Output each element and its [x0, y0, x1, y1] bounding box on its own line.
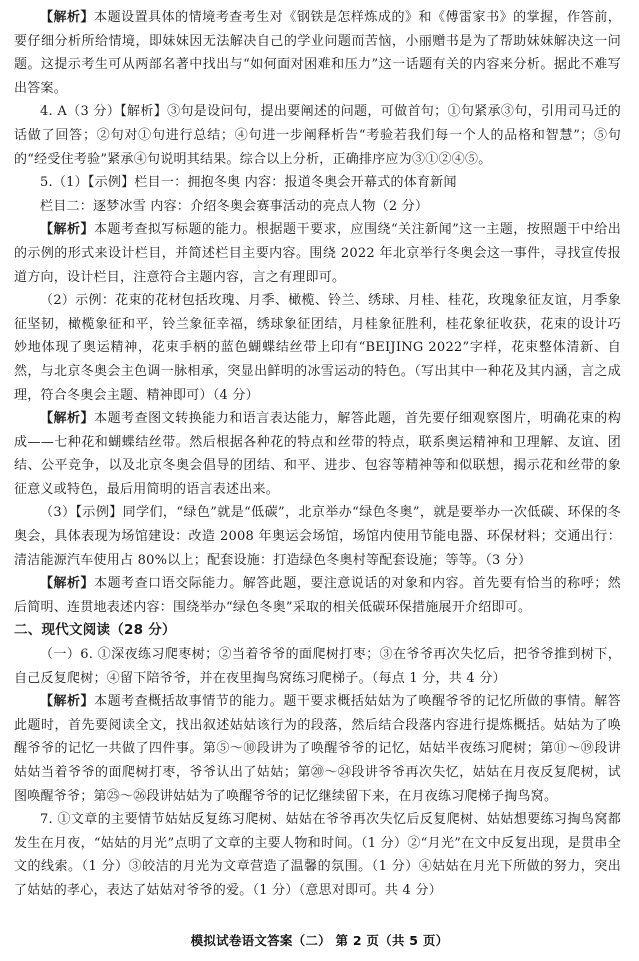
paragraph-q5-1-column2: [14, 195, 621, 219]
analysis-label: 【解析】: [40, 10, 95, 25]
paragraph-q5-3: [14, 501, 621, 572]
paragraph-analysis-3: [14, 6, 621, 100]
paragraph-text: （一）6. ①深夜练习爬枣树；②当着爷爷的面爬树打枣；③在爷爷再次失忆后，把爷爷推到树下，自己反复爬树；④留下陪爷爷，并在夜里掏鸟窝练习爬梯子。（每点 1 分，共 4 分）: [14, 647, 621, 686]
paragraph-text: （2）示例：花束的花材包括玫瑰、月季、橄榄、铃兰、绣球、月桂、桂花，玫瑰象征友谊，月季象征坚韧，橄榄象征和平，铃兰象征幸福，绣球象征团结，月桂象征胜利，桂花象征收获，花束的设计巧妙地体现了奥运精神，花束手柄的蓝色蝴蝶结丝带上印有“BEIJING 2022”字样，花束整体清新、自然，与北京冬奥会主色调一脉相承，突显出鲜明的冰雪运动的特色。（写出其中一种花及其内涵，言之成理，符合冬奥会主题、精神即可）（4 分）: [14, 293, 621, 403]
paragraph-q5-2: [14, 289, 621, 407]
paragraph-text: 本题设置具体的情境考查考生对《钢铁是怎样炼成的》和《傅雷家书》的掌握，作答前，要仔细分析所给情境，即妹妹因无法解决自己的学业问题而苦恼，小丽赠书是为了帮助妹妹解决这一问题。这提示考生可从两部名著中找出与“如何面对困难和压力”这一话题有关的内容来分析。据此不难写出答案。: [14, 10, 621, 96]
analysis-label: 【解析】: [40, 222, 94, 238]
paragraph-text: 本题考查口语交际能力。解答此题，要注意说话的对象和内容。首先要有恰当的称呼；然后简明、连贯地表述内容：围绕举办“绿色冬奥”采取的相关低碳环保措施展开介绍即可。: [14, 576, 621, 615]
paragraph-analysis-5-1: [14, 218, 621, 289]
paragraph-text: 本题考查拟写标题的能力。根据题干要求，应围绕“关注新闻”这一主题，按照题干中给出的示例的形式来设计栏目，并简述栏目主要内容。围绕 2022 年北京举行冬奥会这一事件，寻找宣传报道方向，设计栏目，注意符合主题内容，言之有理即可。: [14, 222, 621, 285]
paragraph-text: 4. A（3 分）【解析】③句是设问句，提出要阐述的问题，可做首句；①句紧承③句，引用司马迁的话做了回答；②句对①句进行总结；④句进一步阐释析告“考验若我们每一个人的品格和智慧”；⑤句的“经受住考验”紧承④句说明其结果。综合以上分析，正确排序应为③①②④⑤。: [14, 104, 621, 167]
paragraph-text: 5.（1）【示例】栏目一：拥抱冬奥 内容：报道冬奥会开幕式的体育新闻: [40, 175, 457, 191]
analysis-label: 【解析】: [40, 576, 95, 592]
section-title: 二、现代文阅读（28 分）: [14, 622, 176, 639]
paragraph-q7: [14, 808, 621, 902]
analysis-label: 【解析】: [40, 411, 95, 427]
paragraph-q4: [14, 100, 621, 171]
paragraph-analysis-5-2: [14, 407, 621, 501]
paragraph-text: 本题考查图文转换能力和语言表达能力，解答此题，首先要仔细观察图片，明确花束的构成——七种花和蝴蝶结丝带。然后根据各种花的特点和丝带的特点，联系奥运精神和卫理解、友谊、团结、公平竞争，以及北京冬奥会倡导的团结、和平、进步、包容等精神等和似联想，揭示花和丝带的象征意义或特色，最后用简明的语言表述出来。: [14, 411, 621, 497]
page-footer: 模拟试卷语文答案（二） 第 2 页（共 5 页）: [190, 933, 449, 949]
paragraph-analysis-5-3: [14, 572, 621, 619]
paragraph-text: 7. ①文章的主要情节姑姑反复练习爬树、姑姑在爷爷再次失忆后反复爬树、姑姑想要练习掏鸟窝都发生在月夜，“姑姑的月光”点明了文章的主要人物和时间。（1 分）②“月光”在文中反复出现，是贯串全文的线索。（1 分）③皎洁的月光为文章营造了温馨的氛围。（1 分）④姑姑在月光下所做的努力，突出了姑姑的孝心，表达了姑姑对爷爷的爱。（1 分）（意思对即可。共 4 分）: [14, 812, 621, 898]
paragraph-text: 栏目二：逐梦冰雪 内容：介绍冬奥会赛事活动的亮点人物（2 分）: [40, 198, 429, 214]
paragraph-q6: [14, 643, 621, 690]
paragraph-q5-1: [14, 171, 621, 195]
paragraph-text: 本题考查概括故事情节的能力。题干要求概括姑姑为了唤醒爷爷的记忆所做的事情。解答此题时，首先要阅读全文，找出叙述姑姑该行为的段落，然后结合段落内容进行提炼概括。姑姑为了唤醒爷爷的记忆一共做了四件事。第⑤～⑩段讲为了唤醒爷爷的记忆，姑姑半夜练习爬树；第⑪～⑲段讲姑姑当着爷爷的面爬树打枣，爷爷认出了姑姑；第⑳～㉔段讲爷爷再次失忆，姑姑在月夜反复爬树，试图唤醒爷爷；第㉕～㉖段讲姑姑为了唤醒爷爷的记忆继续留下来，在月夜练习爬梯子掏鸟窝。: [14, 694, 621, 804]
paragraph-analysis-6: [14, 690, 621, 808]
paragraph-text: （3）【示例】同学们，“绿色”就是“低碳”，北京举办“绿色冬奥”，就是要举办一次低碳、环保的冬奥会，具体表现为场馆建设：改造 2008 年奥运会场馆，场馆内使用节能电器、环保材料；交通出行：清洁能源汽车使用占 80%以上；配套设施：打造绿色冬奥村等配套设施；等等。（3 分）: [14, 505, 621, 568]
analysis-label: 【解析】: [40, 694, 95, 710]
